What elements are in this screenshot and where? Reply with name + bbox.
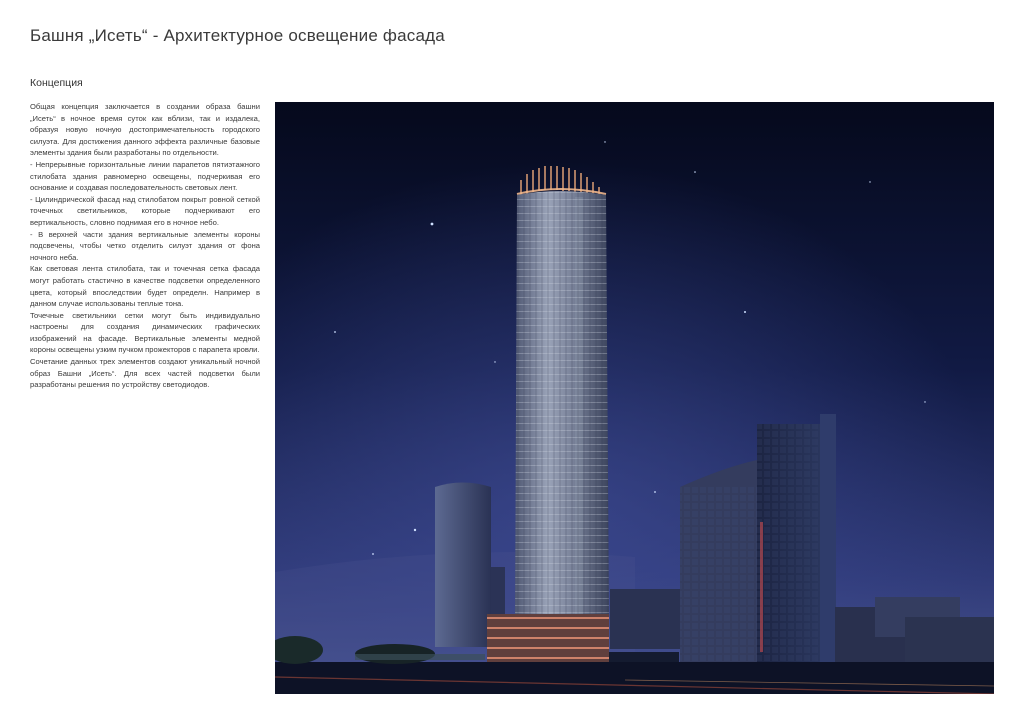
concept-paragraph: Сочетание данных трех элементов создают уникальный ночной образ Башни „Исеть“. Для всех частей подсветки были разработаны решения по устройству светодиодов. xyxy=(30,357,260,390)
night-rendering-image xyxy=(275,102,994,694)
tower-night-illustration xyxy=(275,102,994,694)
title-separator: - xyxy=(152,26,159,45)
concept-paragraph: Как световая лента стилобата, так и точечная сетка фасада могут работать стастично в качестве подсветки определенного цвета, который впоследствии будет определн. Например в данном случае использованы теплые тона. xyxy=(30,264,260,309)
concept-paragraph: - Цилиндрической фасад над стилобатом покрыт ровной сеткой точечных светильников, которые подчеркивают его вертикальность, словно поднимая его в ночное небо. xyxy=(30,194,260,227)
concept-paragraph: Общая концепция заключается в создании образа башни „Исеть“ в ночное время суток как вблизи, так и издалека, образуя новую ночную достопримечательность городского силуэта. Для достижения данного эффекта различные базовые элементы здания были разработаны по отдельности. xyxy=(30,102,260,158)
concept-text xyxy=(30,101,260,391)
concept-paragraph: - В верхней части здания вертикальные элементы короны подсвечены, чтобы четко отделить силуэт здания от фона ночного неба. xyxy=(30,229,260,262)
title-sub: Архитектурное освещение фасада xyxy=(163,26,445,45)
title-main: Башня „Исеть“ xyxy=(30,26,148,45)
concept-paragraph: Точечные светильники сетки могут быть индивидуально настроены для создания динамических графических изображений на фасаде. Вертикальные элементы медной короны освещены узким пучком прожекторов с парапета кровли. xyxy=(30,310,260,355)
page-title xyxy=(30,26,445,46)
section-heading: Концепция xyxy=(30,77,83,89)
concept-paragraph: - Непрерывные горизонтальные линии парапетов пятиэтажного стилобата здания равномерно освещены, подчеркивая его основание и создавая последовательность световых лент. xyxy=(30,159,260,193)
